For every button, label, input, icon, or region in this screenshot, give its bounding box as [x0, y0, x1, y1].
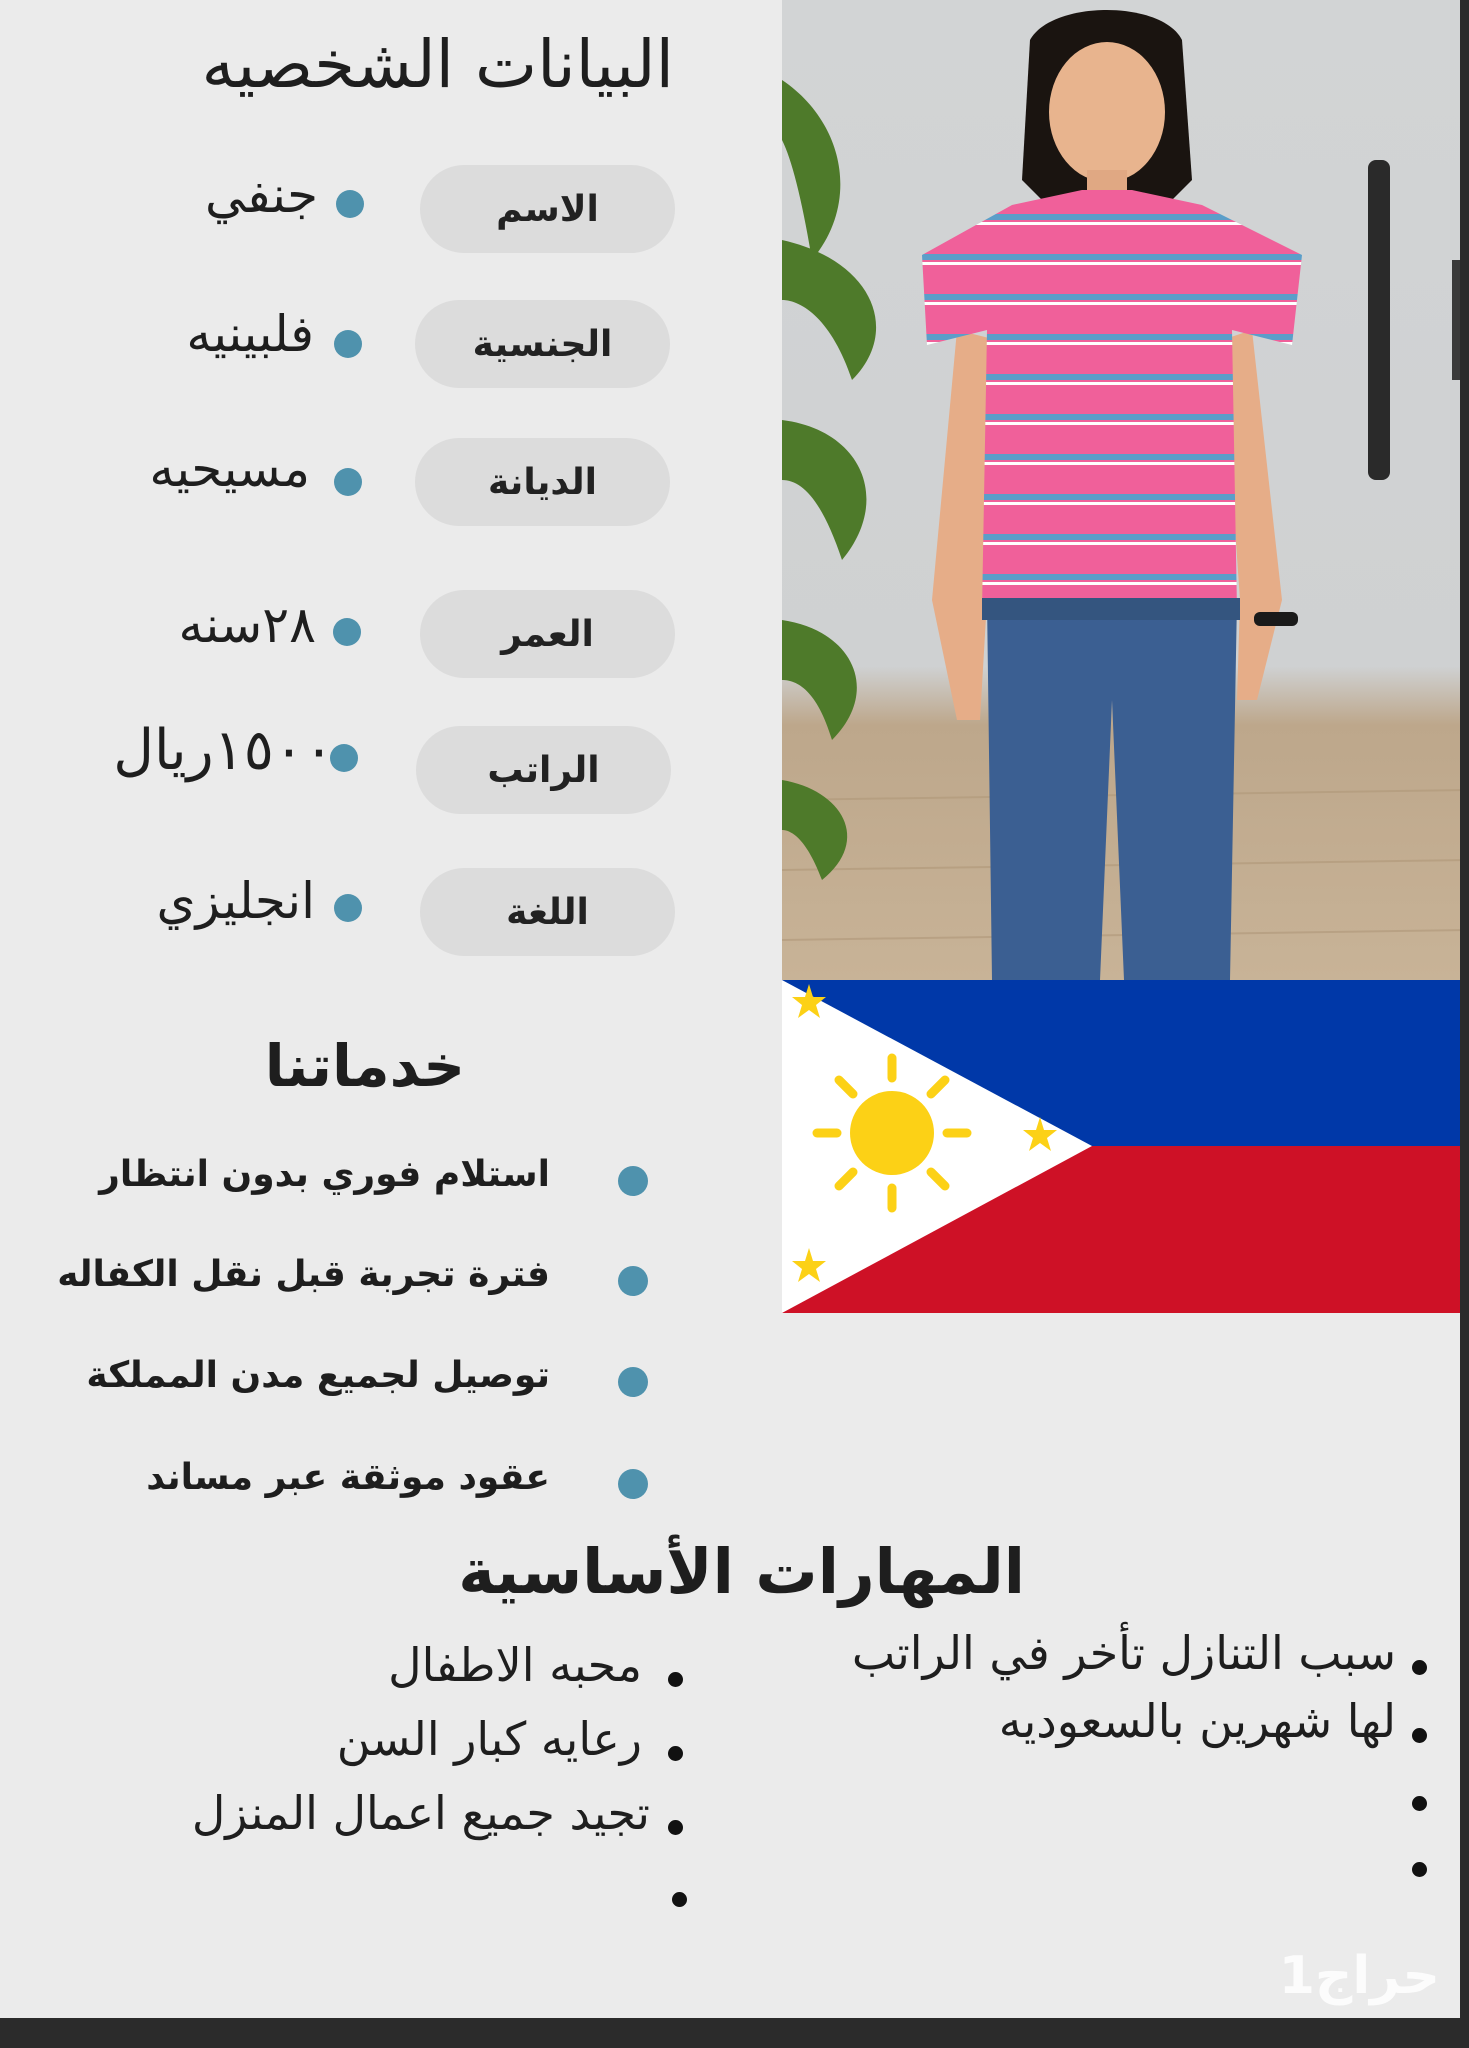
worker-photo: [782, 0, 1460, 980]
photo-illustration: [782, 0, 1460, 980]
bullet-dot: [1412, 1862, 1427, 1877]
bullet-dot: [618, 1469, 648, 1499]
bullet-dot: [1412, 1796, 1427, 1811]
bullet-dot: [618, 1166, 648, 1196]
service-item: توصيل لجميع مدن المملكة: [86, 1355, 550, 1396]
value-religion: مسيحيه: [149, 440, 310, 498]
value-name: جنفي: [205, 166, 318, 224]
label-pill-age: العمر: [420, 590, 675, 678]
bullet-dot: [668, 1820, 683, 1835]
bullet-dot: [333, 618, 361, 646]
bullet-dot: [334, 468, 362, 496]
label-pill-religion: الديانة: [415, 438, 670, 526]
label-pill-language: اللغة: [420, 868, 675, 956]
bullet-dot: [330, 744, 358, 772]
skill-item: لها شهرين بالسعوديه: [998, 1694, 1396, 1748]
label-pill-salary: الراتب: [416, 726, 671, 814]
value-salary: ١٥٠٠ريال: [113, 718, 334, 783]
skill-item: سبب التنازل تأخر في الراتب: [851, 1626, 1396, 1680]
service-item: استلام فوري بدون انتظار: [99, 1154, 550, 1195]
bullet-dot: [1412, 1660, 1427, 1675]
service-item: فترة تجربة قبل نقل الكفاله: [57, 1254, 550, 1295]
bullet-dot: [336, 190, 364, 218]
skills-title: المهارات الأساسية: [458, 1535, 1025, 1608]
skill-item: رعايه كبار السن: [336, 1712, 642, 1766]
label-pill-nationality: الجنسية: [415, 300, 670, 388]
watermark: حراج1: [1278, 1946, 1440, 2006]
skill-item: تجيد جميع اعمال المنزل: [191, 1786, 650, 1840]
bullet-dot: [618, 1266, 648, 1296]
bullet-dot: [1412, 1728, 1427, 1743]
bullet-dot: [668, 1746, 683, 1761]
page-title: البيانات الشخصيه: [201, 26, 674, 103]
services-title: خدماتنا: [264, 1032, 465, 1100]
skill-item: محبه الاطفال: [388, 1638, 642, 1692]
bullet-dot: [334, 894, 362, 922]
service-item: عقود موثقة عبر مساند: [146, 1457, 550, 1498]
value-language: انجليزي: [156, 872, 315, 930]
bullet-dot: [618, 1367, 648, 1397]
philippines-flag-icon: [782, 980, 1460, 1313]
bullet-dot: [668, 1672, 683, 1687]
value-age: ٢٨سنه: [178, 596, 316, 654]
label-pill-name: الاسم: [420, 165, 675, 253]
value-nationality: فلبينيه: [186, 305, 314, 363]
bullet-dot: [334, 330, 362, 358]
bullet-dot: [672, 1892, 687, 1907]
